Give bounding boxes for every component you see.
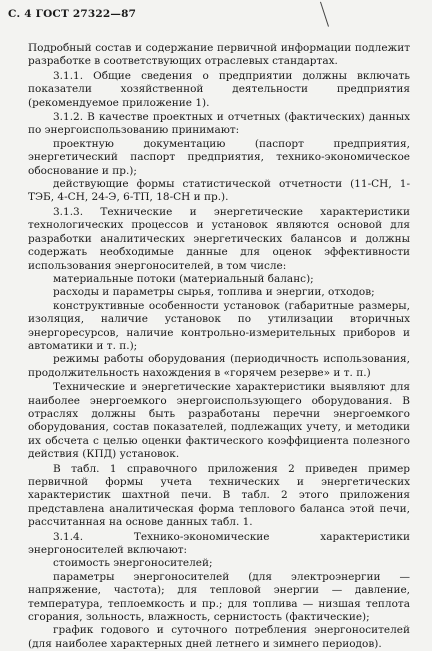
paragraph: В табл. 1 справочного приложения 2 приведен пример первичной формы учета технических и энергетических характеристик шахтной печи. В табл. 2 этого приложения представлена аналитическая форма теплового баланса этой печи, рассчитанная на основе данных табл. 1.	[28, 462, 410, 529]
paragraph: конструктивные особенности установок (габаритные размеры, изоляция, наличие установок по утилизации вторичных энергоресурсов, наличие контрольно-измерительных приборов и автоматики и т. п.);	[28, 299, 410, 352]
paragraph: график годового и суточного потребления энергоносителей (для наиболее характерных дней летнего и зимнего периодов).	[28, 624, 410, 650]
paragraph: Подробный состав и содержание первичной информации подлежит разработке в соответствующих отраслевых стандартах.	[28, 42, 410, 68]
paragraph: расходы и параметры сырья, топлива и энергии, отходов;	[53, 286, 375, 299]
page-header: С. 4 ГОСТ 27322—87	[8, 8, 137, 20]
paragraph: режимы работы оборудования (периодичность использования, продолжительность нахождения в «горячем резерве» и т. п.)	[28, 353, 410, 379]
paragraph: стоимость энергоносителей;	[53, 557, 213, 570]
paragraph: 3.1.2. В качестве проектных и отчетных (фактических) данных по энергоиспользованию принимают:	[28, 111, 410, 137]
paragraph: Технические и энергетические характеристики выявляют для наиболее энергоемкого энергоиспользующего оборудования. В отраслях должны быть разработаны перечни энергоемкого оборудования, состав показателей, подлежащих учету, и методики их обсчета с целью оценки фактического коэффициента полезного действия (КПД) установок.	[28, 381, 410, 461]
paragraph: 3.1.1. Общие сведения о предприятии должны включать показатели хозяйственной деятельности предприятия (рекомендуемое приложение 1).	[28, 69, 410, 109]
paragraph: действующие формы статистической отчетности (11-СН, 1-ТЭБ, 4-СН, 24-Э, 6-ТП, 18-СН и пр.).	[28, 178, 410, 204]
paragraph: 3.1.4. Технико-экономические характеристики энергоносителей включают:	[28, 530, 410, 557]
paragraph: проектную документацию (паспорт предприятия, энергетический паспорт предприятия, технико-экономическое обоснование и пр.);	[28, 137, 410, 177]
paragraph: материальные потоки (материальный баланс);	[53, 272, 314, 285]
pencil-mark	[320, 2, 329, 27]
paragraph: 3.1.3. Технические и энергетические характеристики технологических процессов и установок являются основой для разработки аналитических энергетических балансов и должны содержать необходимые данные для оценок эффективности использования энергоносителей, в том числе:	[28, 205, 410, 272]
document-body	[28, 42, 410, 651]
paragraph: параметры энергоносителей (для электроэнергии — напряжение, частота); для тепловой энергии — давление, температура, теплоемкость и пр.; для топлива — низшая теплота сгорания, зольность, влажность, сернистость (фактические);	[28, 570, 410, 624]
